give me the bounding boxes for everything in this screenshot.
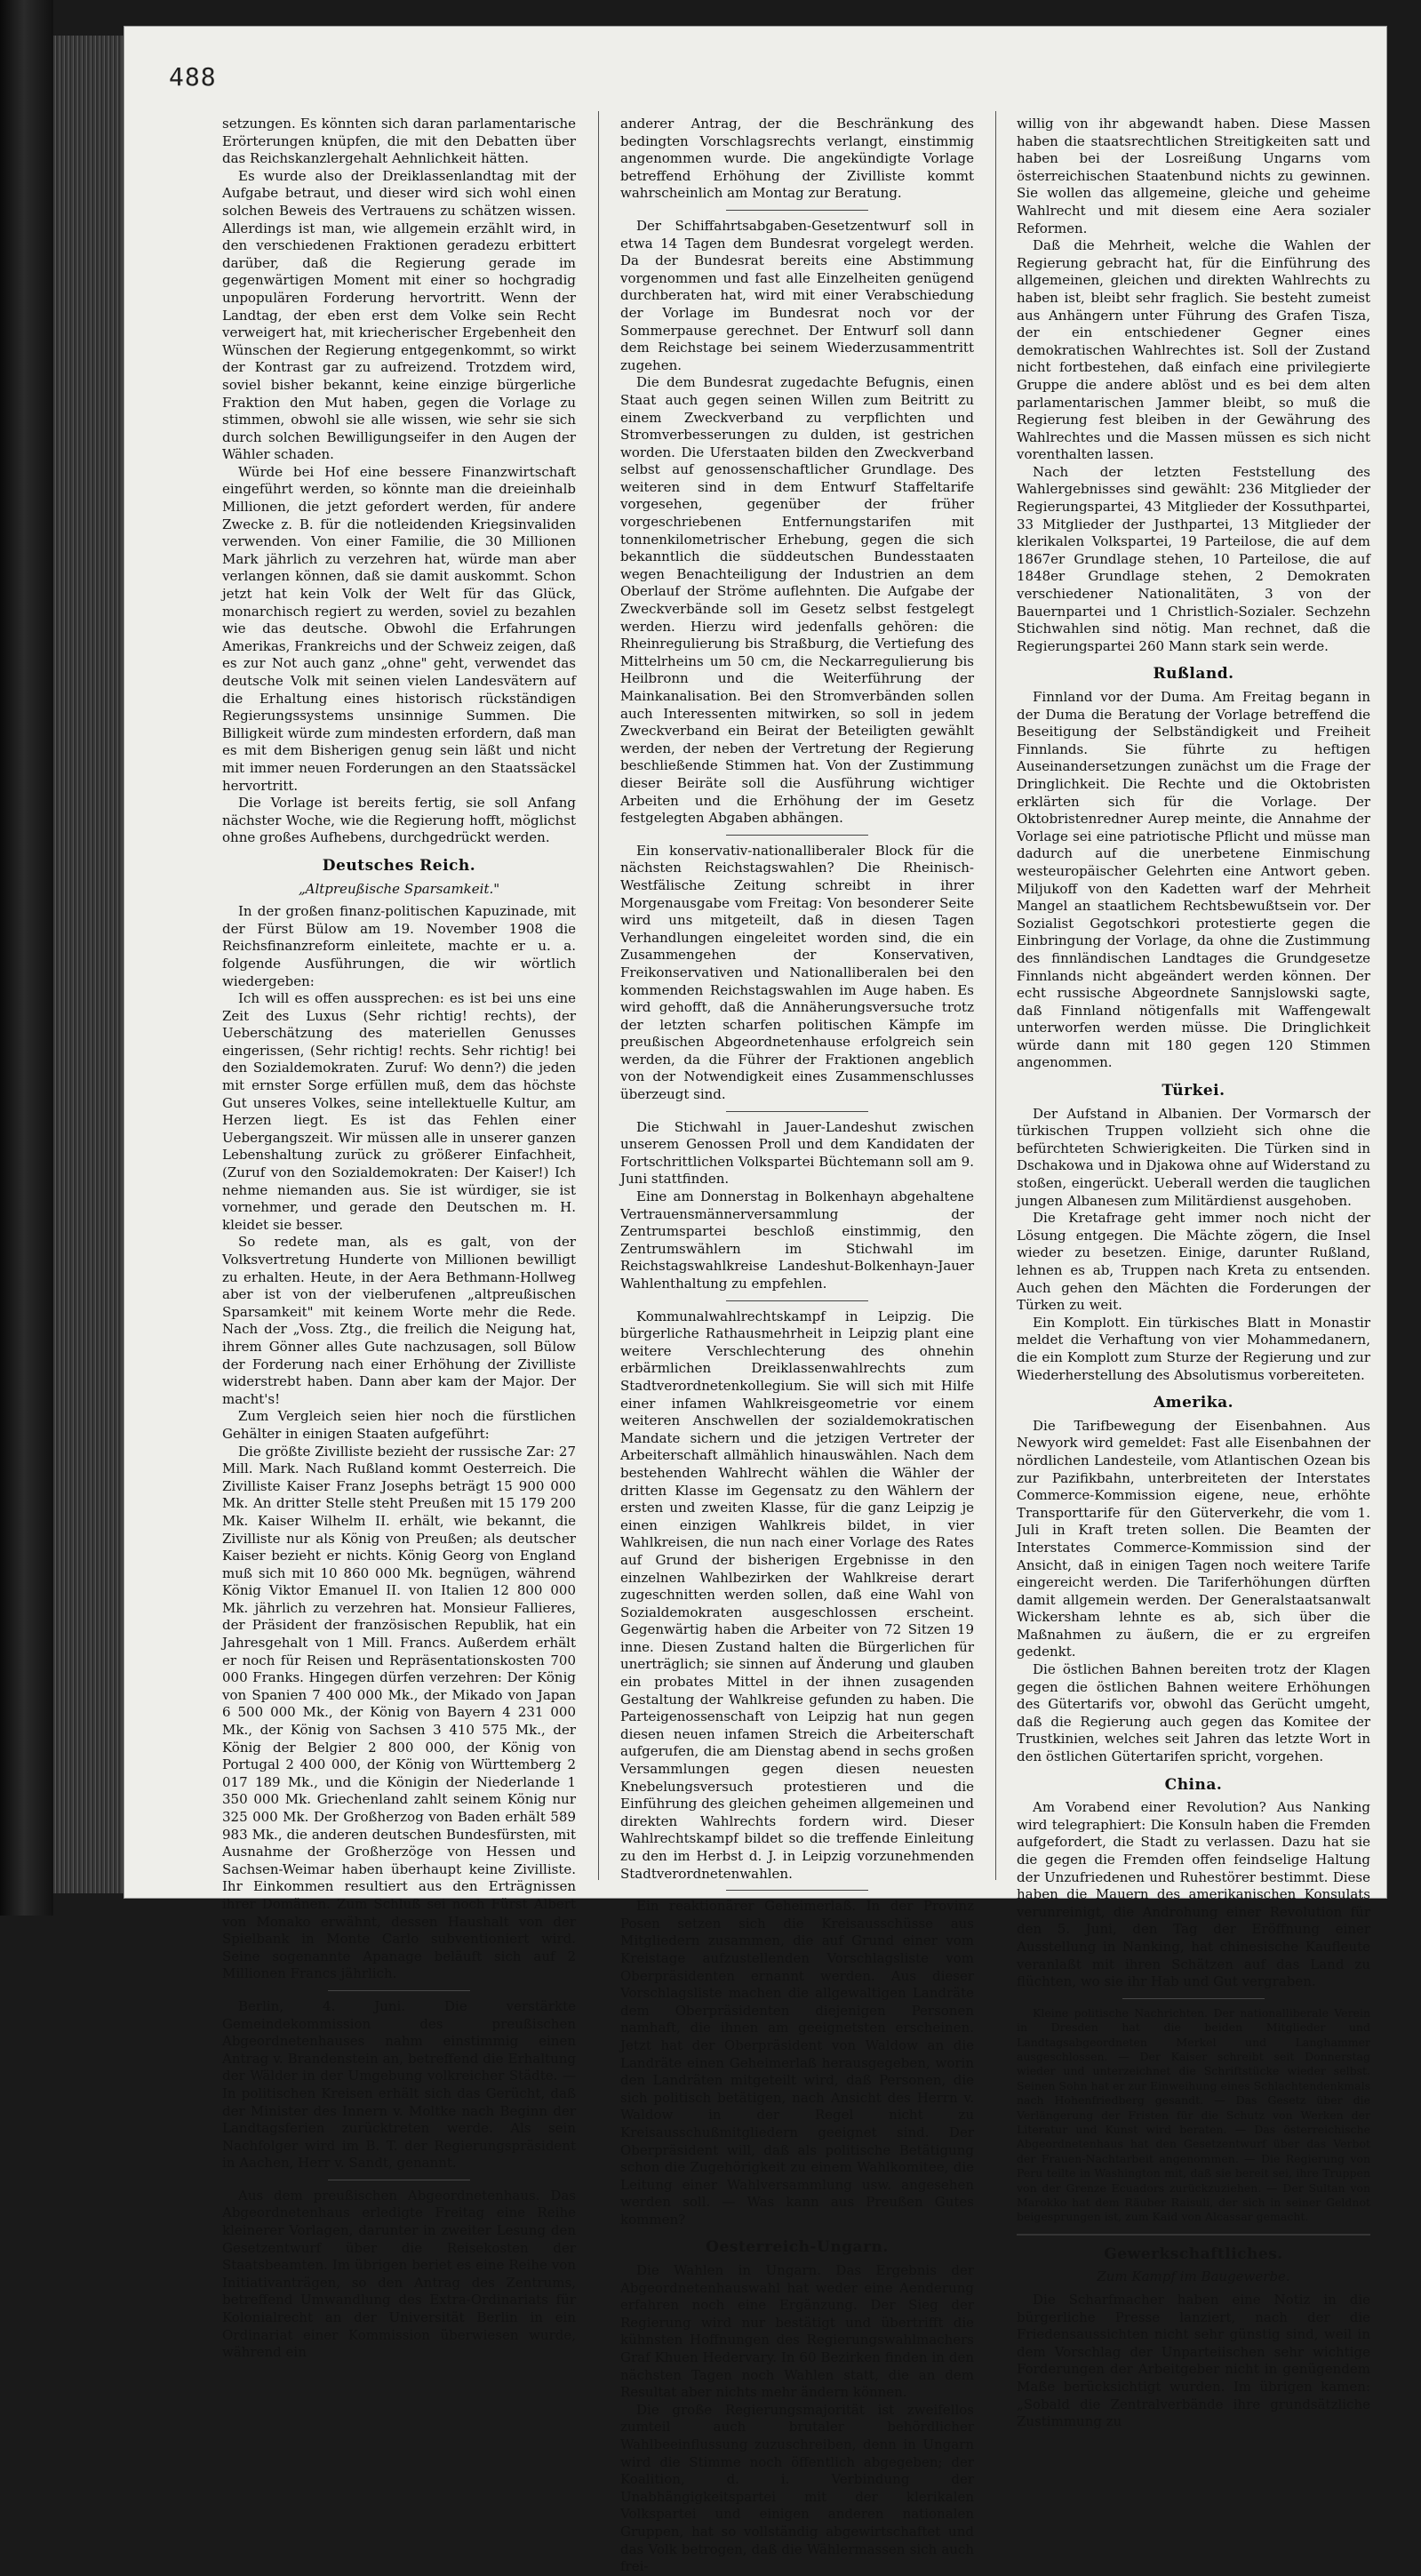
paragraph: Ein reaktionärer Geheimerlaß. In der Provinz Posen setzen sich die Kreisausschüsse aus Mitgliedern zusammen, die auf Grund einer vom Kreistage aufzustellenden Vorschlagsliste vom Oberpräsidenten ernannt werden. Aus dieser Vorschlagsliste machen die allgewaltigen Landräte dem Oberpräsidenten diejenigen Personen namhaft, die ihnen am geeignetsten erscheinen. Jetzt hat der Oberpräsident von Waldow an die Landräte einen Geheimerlaß herausgegeben, worin den Landräten mitgeteilt wird, daß Personen, die sich politisch betätigen, nach Ansicht des Herrn v. Waldow in der Regel nicht zu Kreisausschußmitgliedern geeignet sind. Der Oberpräsident will, daß als politische Betätigung schon die Zugehörigkeit zu einem Wahlkomitee, die Leitung einer Wahlversammlung usw. angesehen werden soll. — Was kann aus Preußen Gutes kommen? — [620, 1898, 974, 2228]
section-heading: China. — [1164, 1775, 1223, 1794]
paragraph: Es wurde also der Dreiklassenlandtag mit der Aufgabe betraut, und dieser wird sich wohl einen solchen Beweis des Vertrauens zu schätzen wissen. Allerdings ist man, wie allgemein erzählt wird, in den verschiedenen Fraktionen geradezu erbittert darüber, daß die Regierung gerade im gegenwärtigen Moment mit einer so hochgradig unpopulären Forderung hervortritt. Wenn der Landtag, der eben erst dem Volke sein Recht verweigert hat, mit kriecherischer Ergebenheit den Wünschen der Regierung entgegenkommt, so wirkt der Kontrast gar zu aufreizend. Trotzdem wird, soviel bisher bekannt, keine einzige bürgerliche Fraktion den Mut haben, gegen die Vorlage zu stimmen, obwohl sie alle wissen, wie sehr sie sich durch solchen Bewilligungseifer in den Augen der Wähler schaden. — [222, 167, 576, 463]
divider — [1122, 1998, 1264, 1999]
paragraph: Am Vorabend einer Revolution? Aus Nanking wird telegraphiert: Die Konsuln haben die Fremden aufgefordert, die Stadt zu verlassen. Dazu hat sie die gegen die Fremden offen feindselige Haltung der Unzufriedenen und Ruhestörer bestimmt. Diese haben die Mauern des amerikanischen Konsulats verunreinigt, die Androhung einer Revolution für den 5. Juni, den Tag der Eröffnung einer Ausstellung in Nanking, hat chinesische Kaufleute veranlaßt mit ihren Schätzen auf das Land zu flüchten, wo sie ihr Hab und Gut vergraben. — [1017, 1799, 1370, 1990]
divider — [726, 210, 867, 211]
section-heading: Gewerkschaftliches. — [1104, 2244, 1283, 2263]
column-2 — [620, 116, 974, 2576]
paragraph: Kommunalwahlrechtskampf in Leipzig. Die bürgerliche Rathausmehrheit in Leipzig plant eine weitere Verschlechterung des ohnehin erbärmlichen Dreiklassenwahlrechts zum Stadtverordnetenkollegium. Sie will sich mit Hilfe einer infamen Wahlkreisgeometrie vor einem weiteren Anschwellen der sozialdemokratischen Mandate sichern und die jetzigen Vertreter der Arbeiterschaft allmählich hinauswählen. Nach dem bestehenden Wahlrecht wählen die Wähler der dritten Klasse im Gegensatz zu den Wählern der ersten und zweiten Klasse, für die ganz Leipzig je einen einzigen Wahlkreis bildet, in vier Wahlkreisen, die nun nach einer Vorlage des Rates auf Grund der bisherigen Ergebnisse in den einzelnen Wahlbezirken der Wahlkreise derart zugeschnitten werden sollen, daß eine Wahl von Sozialdemokraten ausgeschlossen erscheint. Gegenwärtig haben die Arbeiter von 72 Sitzen 19 inne. Diesen Zustand halten die Bürgerlichen für unerträglich; sie sinnen auf Änderung und glauben ein probates Mittel in der ihnen zusagenden Gestaltung der Wahlkreise gefunden zu haben. Die Parteigenossenschaft von Leipzig hat nun gegen diesen neuen infamen Streich die Arbeiterschaft aufgerufen, die am Dienstag abend in sechs großen Versammlungen gegen diesen neuesten Knebelungsversuch protestieren und die Einführung des gleichen geheimen allgemeinen und direkten Wahlrechts fordern wird. Dieser Wahlrechtskampf bildet so die treffende Einleitung zu den im Herbst d. J. in Leipzig vorzunehmenden Stadtverordnetenwahlen. — [620, 1308, 974, 1882]
paragraph: Die Wahlen in Ungarn. Das Ergebnis der Abgeordnetenhauswahl hat weder eine Aenderung erfahren noch eine Ergänzung. Der Sieg der Regierung wird nur bestätigt und übertrifft die kühnsten Hoffnungen des Regierungswahlmachers Graf Khuen Hedervary. In 60 Bezirken finden in den nächsten Tagen noch Wahlen statt, die an dem Resultat aber nichts mehr ändern können. — [620, 2262, 974, 2401]
paragraph: Die östlichen Bahnen bereiten trotz der Klagen gegen die östlichen Bahnen weitere Erhöhungen des Gütertarifs vor, obwohl das Gerücht umgeht, daß die Regierung auch gegen das Komitee der Trustkinien, welches seit Jahren das letzte Wort in den östlichen Gütertarifen spricht, vorgehen. — [1017, 1661, 1370, 1765]
article-title: Zum Kampf im Baugewerbe. — [1097, 2268, 1290, 2285]
paragraph: setzungen. Es könnten sich daran parlamentarische Erörterungen knüpfen, die mit den Debatten über das Reichskanzlergehalt Aehnlichkeit hätten. — [222, 116, 576, 167]
paragraph: Daß die Mehrheit, welche die Wahlen der Regierung gebracht hat, für die Einführung des allgemeinen, gleichen und direkten Wahlrechts zu haben ist, bleibt sehr fraglich. Sie besteht zumeist aus Anhängern unter Führung des Grafen Tisza, der ein entschiedener Gegner eines demokratischen Wahlrechtes ist. Soll der Zustand nicht fortbestehen, daß einfach eine privilegierte Gruppe die andere ablöst und es bei dem alten parlamentarischen Jammer bleibt, so muß die Regierung fest bleiben in der Gewährung des Wahlrechtes und die Massen müssen es sich nicht vorenthalten lassen. — [1017, 237, 1370, 463]
paragraph: Die große Regierungsmajorität ist zweifellos zumteil auch brutaler behördlicher Wahlbeeinflussung zuzuschreiben, denn in Ungarn wird die Stimme noch öffentlich abgegeben; der Koalition, d. i. Verbindung der Unabhängigkeitspartei mit der klerikalen Volkspartei und einigen anderen nationalen Gruppen, hat so vollständig abgewirtschaftet und das Volk betrogen, daß die Wählermassen sich auch frei- — [620, 2401, 974, 2575]
divider — [1017, 2234, 1370, 2236]
section-heading: Deutsches Reich. — [322, 856, 476, 875]
column-rule — [995, 111, 996, 1880]
paragraph: Würde bei Hof eine bessere Finanzwirtschaft eingeführt werden, so könnte man die dreieinhalb Millionen, die jetzt gefordert werden, für andere Zwecke z. B. für die notleidenden Kriegsinvaliden verwenden. Von einer Familie, die 30 Millionen Mark jährlich zu verzehren hat, würde man aber verlangen können, daß sie damit auskommt. Schon jetzt hat kein Volk der Welt für das Glück, monarchisch regiert zu werden, soviel zu bezahlen wie das deutsche. Obwohl die Erfahrungen Amerikas, Frankreichs und der Schweiz zeigen, daß es zur Not auch ganz „ohne" geht, verwendet das deutsche Volk mit seinen vielen Landesvätern auf die Erhaltung eines historisch rückständigen Regierungssystems unsinnige Summen. Die Billigkeit würde zum mindesten erfordern, daß man es mit dem Bisherigen genug sein läßt und nicht mit immer neuen Forderungen an den Staatssäckel hervortritt. — [222, 463, 576, 794]
paragraph: Zum Vergleich seien hier noch die fürstlichen Gehälter in einigen Staaten aufgeführt: — [222, 1408, 576, 1442]
column-3 — [1017, 116, 1370, 2431]
paragraph: Aus dem preußischen Abgeordnetenhaus. Das Abgeordnetenhaus erledigte Freitag eine Reihe kleinerer Vorlagen, darunter in zweiter Lesung den Gesetzentwurf über die Reisekosten der Staatsbeamten. Im übrigen beriet es eine Reihe von Initiativanträgen, so den Antrag des Zentrums, betreffend Umwandlung des Extra-Ordinariats für Kolonialrecht an der Universität Berlin in ein Ordinariat einer Kommission überwiesen wurde, während ein — [222, 2187, 576, 2361]
page-edges — [53, 36, 124, 1893]
paragraph: Die größte Zivilliste bezieht der russische Zar: 27 Mill. Mark. Nach Rußland kommt Oesterreich. Die Zivilliste Kaiser Franz Josephs beträgt 15 900 000 Mk. An dritter Stelle steht Preußen mit 15 179 200 Mk. Kaiser Wilhelm II. erhält, wie bekannt, die Zivilliste nur als König von Preußen; als deutscher Kaiser bezieht er nichts. König Georg von England muß sich mit 10 860 000 Mk. begnügen, während König Viktor Emanuel II. von Italien 12 800 000 Mk. jährlich zu verzehren hat. Monsieur Fallieres, der Präsident der französischen Republik, hat ein Jahresgehalt von 1 Mill. Francs. Außerdem erhält er noch für Reisen und Repräsentationskosten 700 000 Franks. Hingegen dürfen verzehren: Der König von Spanien 7 400 000 Mk., der Mikado von Japan 6 500 000 Mk., der König von Bayern 4 231 000 Mk., der König von Sachsen 3 410 575 Mk., der König der Belgier 2 800 000, der König von Portugal 2 400 000, der König von Württemberg 2 017 189 Mk., und die Königin der Niederlande 1 350 000 Mk. Griechenland zahlt seinem König nur 325 000 Mk. Der Großherzog von Baden erhält 589 983 Mk., die anderen deutschen Bundesfürsten, mit Ausnahme der Großherzöge von Hessen und Sachsen-Weimar haben überhaupt keine Zivilliste. Ihr Einkommen resultiert aus den Erträgnissen ihrer Domänen. Zum Schluß sei noch Fürst Albert von Monako erwähnt, dessen Haushalt von der Spielbank in Monte Carlo subventioniert wird. Seine sogenannte Apanage beläuft sich auf 2 Millionen Francs jährlich. — [222, 1443, 576, 1982]
paragraph: Die Kretafrage geht immer noch nicht der Lösung entgegen. Die Mächte zögern, die Insel wieder zu besetzen. Einige, darunter Rußland, lehnen es ab, Truppen nach Kreta zu entsenden. Auch gehen den Mächten die Forderungen der Türken zu weit. — [1017, 1210, 1370, 1314]
paragraph: Nach der letzten Feststellung des Wahlergebnisses sind gewählt: 236 Mitglieder der Regierungspartei, 43 Mitglieder der Kossuthpartei, 33 Mitglieder der Justhpartei, 13 Mitglieder der klerikalen Volkspartei, 19 Parteilose, die auf dem 1867er Grundlage stehen, 10 Parteilose, die auf 1848er Grundlage stehen, 2 Demokraten verschiedener Nationalitäten, 3 von der Bauernpartei und 1 Christlich-Sozialer. Sechzehn Stichwahlen sind nötig. Man rechnet, daß die Regierungspartei 260 Mann stark sein werde. — [1017, 463, 1370, 654]
article-title: „Altpreußische Sparsamkeit." — [298, 880, 500, 897]
section-heading: Rußland. — [1153, 665, 1234, 684]
newspaper-page — [124, 27, 1386, 2575]
paragraph: Die dem Bundesrat zugedachte Befugnis, einen Staat auch gegen seinen Willen zum Beitritt zu einem Zweckverband zu verpflichten und Stromverbesserungen zu dulden, ist gestrichen worden. Die Uferstaaten bilden den Zweckverband selbst auf genossenschaftlicher Grundlage. Des weiteren sind in dem Entwurf Staffeltarife vorgesehen, gegenüber der früher vorgeschriebenen Entfernungstarifen mit tonnenkilometrischer Erhebung, gegen die sich bekanntlich die süddeutschen Bundesstaaten wegen Benachteiligung der Industrien an dem Oberlauf der Ströme auflehnten. Die Aufgabe der Zweckverbände soll im Gesetz selbst festgelegt werden. Hierzu wird jedenfalls gehören: die Rheinregulierung bis Straßburg, die Vertiefung des Mittelrheins um 50 cm, die Neckarregulierung bis Heilbronn und die Weiterführung der Mainkanalisation. Bei den Stromverbänden sollen auch Interessenten mitwirken, so soll in jedem Zweckverband ein Beirat der Beteiligten gewählt werden, der neben der Vertretung der Regierung beschließende Stimmen hat. Von der Zustimmung dieser Beiräte soll die Ausführung wichtiger Arbeiten und die Erhöhung der im Gesetz festgelegten Abgaben abhängen. — [620, 374, 974, 827]
paragraph: Der Aufstand in Albanien. Der Vormarsch der türkischen Truppen vollzieht sich ohne die befürchteten Schwierigkeiten. Die Türken sind in Dschakowa und in Djakowa ohne auf Widerstand zu stoßen, eingerückt. Ueberall werden die tauglichen jungen Albanesen zum Militärdienst ausgehoben. — [1017, 1105, 1370, 1209]
section-heading: Türkei. — [1162, 1082, 1225, 1100]
paragraph: So redete man, als es galt, von der Volksvertretung Hunderte von Millionen bewilligt zu erhalten. Heute, in der Aera Bethmann-Hollweg aber ist von der vielberufenen „altpreußischen Sparsamkeit" mit keinem Worte mehr die Rede. Nach der „Voss. Ztg., die freilich die Neigung hat, ihrem Gönner alles Gute nachzusagen, soll Bülow der Forderung nach einer Erhöhung der Zivilliste widerstrebt haben. Dann aber kam der Major. Der macht's! — [222, 1234, 576, 1407]
divider — [726, 1111, 867, 1112]
paragraph: Die Stichwahl in Jauer-Landeshut zwischen unserem Genossen Proll und dem Kandidaten der Fortschrittlichen Volkspartei Büchtemann soll am 9. Juni stattfinden. — [620, 1118, 974, 1188]
column-rule — [598, 111, 599, 1880]
section-heading: Amerika. — [1153, 1394, 1234, 1412]
paragraph: Berlin, 4. Juni. Die verstärkte Gemeindekommission des preußischen Abgeordnetenhauses nahm einstimmig einen Antrag v. Brandenstein an, betreffend die Erhaltung der Wälder in der Umgebung volkreicher Städte. — In politischen Kreisen erhält sich das Gerücht, daß der Minister des Innern v. Moltke nach Beginn der Landtagsferien zurücktreten werde. Als sein Nachfolger wird im B. T. der Regierungspräsident in Aachen, Herr v. Sandt, genannt. — [222, 1997, 576, 2172]
paragraph: Der Schiffahrtsabgaben-Gesetzentwurf soll in etwa 14 Tagen dem Bundesrat vorgelegt werden. Da der Bundesrat bereits eine Abstimmung vorgenommen und fast alle Einzelheiten genügend durchberaten hat, wird mit einer Verabschiedung der Vorlage im Bundesrat noch vor der Sommerpause gerechnet. Der Entwurf soll dann dem Reichstage bei seinem Wiederzusammentritt zugehen. — [620, 217, 974, 373]
paragraph: willig von ihr abgewandt haben. Diese Massen haben die staatsrechtlichen Streitigkeiten satt und haben bei der Losreißung Ungarns vom österreichischen Staatenbund nichts zu gewinnen. Sie wollen das allgemeine, gleiche und geheime Wahlrecht und mit diesem eine Aera sozialer Reformen. — [1017, 116, 1370, 236]
section-heading: Oesterreich-Ungarn. — [706, 2238, 889, 2257]
divider — [726, 835, 867, 836]
divider — [726, 1890, 867, 1891]
paragraph: Die Vorlage ist bereits fertig, sie soll Anfang nächster Woche, wie die Regierung hofft, möglichst ohne großes Aufhebens, durchgedrückt werden. — [222, 795, 576, 846]
paragraph: Ein konservativ-nationalliberaler Block für die nächsten Reichstagswahlen? Die Rheinisch-Westfälische Zeitung schreibt in ihrer Morgenausgabe vom Freitag: Von besonderer Seite wird uns mitgeteilt, daß in diesen Tagen Verhandlungen eingeleitet worden sind, die ein Zusammengehen der Konservativen, Freikonservativen und Nationalliberalen bei den kommenden Reichstagswahlen im Auge haben. Es wird gehofft, daß die Annäherungsversuche trotz der letzten scharfen politischen Kämpfe im preußischen Abgeordnetenhause erfolgreich sein werden, da die Führer der Fraktionen angeblich von der Notwendigkeit eines Zusammenschlusses überzeugt sind. — [620, 842, 974, 1103]
divider — [328, 1990, 469, 1991]
paragraph: Die Tarifbewegung der Eisenbahnen. Aus Newyork wird gemeldet: Fast alle Eisenbahnen der nördlichen Landesteile, vom Atlantischen Ozean bis zur Pazifikbahn, unterbreiteten der Interstates Commerce-Kommission eigene, neue, erhöhte Transporttarife für den Güterverkehr, die vom 1. Juli in Kraft treten sollen. Die Beamten der Interstates Commerce-Kommission sind der Ansicht, daß in einigen Tagen noch weitere Tarife eingereicht werden. Die Tariferhöhungen dürften damit allgemein werden. Der Generalstaatsanwalt Wickersham lehnte es ab, sich über die Maßnahmen zu äußern, die er zu ergreifen gedenkt. — [1017, 1417, 1370, 1660]
paragraph: Die Scharfmacher haben eine Notiz in die bürgerliche Presse lanziert, nach der die Friedensaussichten nicht sehr günstig sind, weil in dem Vorschlag der Unparteiischen sehr wichtige Forderungen der Arbeitgeber nicht in genügendem Maße berücksichtigt wurden. Im übrigen kamen: „Sobald die Zentralverbände ihre grundsätzliche Zustimmung zu — [1017, 2292, 1370, 2430]
column-1 — [222, 116, 576, 2362]
divider — [726, 1300, 867, 1301]
paragraph: Ich will es offen aussprechen: es ist bei uns eine Zeit des Luxus (Sehr richtig! rechts), der Ueberschätzung des materiellen Genusses eingerissen, (Sehr richtig! rechts. Sehr richtig! bei den Sozialdemokraten. Zuruf: Wo denn?) die jeden mit ernster Sorge erfüllen muß, dem das höchste Gut unseres Volkes, seine intellektuelle Kultur, am Herzen liegt. Es ist das Fehlen einer Uebergangszeit. Wir müssen alle in unserer ganzen Lebenshaltung zurück zu größerer Einfachheit, (Zuruf von den Sozialdemokraten: Der Kaiser!) Ich nehme niemanden aus. Sie ist würdiger, sie ist vornehmer, und gerade den Deutschen m. H. kleidet sie besser. — [222, 990, 576, 1233]
page-number: 488 — [169, 62, 217, 92]
book-binding — [0, 0, 53, 1916]
paragraph: Finnland vor der Duma. Am Freitag begann in der Duma die Beratung der Vorlage betreffend die Beseitigung der Selbständigkeit und Freiheit Finnlands. Sie führte zu heftigen Auseinandersetzungen zunächst um die Frage der Dringlichkeit. Die Rechte und die Oktobristen erklärten sich für die Vorlage. Der Oktobristenredner Aurep meinte, die Annahme der Vorlage sei eine patriotische Pflicht und müsse man dadurch auf die unerbetene Einmischung westeuropäischer Gelehrten eine Antwort geben. Miljukoff von den Kadetten warf der Mehrheit Mangel an staatlichem Rechtsbewußtsein vor. Der Sozialist Gegotschkori protestierte gegen die Einbringung der Vorlage, da ohne die Zustimmung des finnländischen Landtages die Grundgesetze Finnlands nicht abgeändert werden können. Der echt russische Abgeordnete Sannjslowski sagte, daß Finnland nötigenfalls mit Waffengewalt unterworfen werden müsse. Die Dringlichkeit würde dann mit 180 gegen 120 Stimmen angenommen. — [1017, 689, 1370, 1071]
paragraph: Eine am Donnerstag in Bolkenhayn abgehaltene Vertrauensmännerversammlung der Zentrumspartei beschloß einstimmig, den Zentrumswählern im Stichwahl im Reichstagswahlkreise Landeshut-Bolkenhayn-Jauer Wahlenthaltung zu empfehlen. — [620, 1188, 974, 1292]
paragraph: In der großen finanz-politischen Kapuzinade, mit der Fürst Bülow am 19. November 1908 die Reichsfinanzreform einleitete, machte er u. a. folgende Ausführungen, die wir wörtlich wiedergeben: — [222, 903, 576, 989]
paragraph: Ein Komplott. Ein türkisches Blatt in Monastir meldet die Verhaftung von vier Mohammedanern, die ein Komplott zum Sturze der Regierung und zur Wiederherstellung des Absolutismus vorbereiteten. — [1017, 1314, 1370, 1383]
paragraph: Kleine politische Nachrichten. Der nationalliberale Verein in Dresden hat die beiden Mitglieder und Landtagsabgeordneten Merkel und Langhammer ausgeschlossen. — Der Kaiser schreibt seit Donnerstag wieder und unterzeichnet die Schriftstücke wieder selbst. Seinen Sohn hat er zur Einweihung eines Schlachtendenkmals nach Hohenfriedberg gesandt. — Das Gesetz über die Verlängerung der Fristen für die Schutz von Werken der Literatur und Kunst wird beraten. — Das österreichische Abgeordnetenhaus hat den Gesetzentwurf über das Verbot der Frauen-Nachtarbeit angenommen. — Die Regierung von Peru teilte in Washington mit, daß sie bereit sei, ihre Truppen von der Grenze Ecuadors zurückzuziehen. — Der Sultan von Marokko hat dem Räuber Raisuli, der sich in seiner Geldnot beigesprungen ist, zum Kaid von Alcassar gemacht. — [1017, 2005, 1370, 2224]
paragraph: anderer Antrag, der die Beschränkung des bedingten Vorschlagsrechts verlangt, einstimmig angenommen wurde. Die angekündigte Vorlage betreffend Erhöhung der Zivilliste kommt wahrscheinlich am Montag zur Beratung. — [620, 116, 974, 202]
